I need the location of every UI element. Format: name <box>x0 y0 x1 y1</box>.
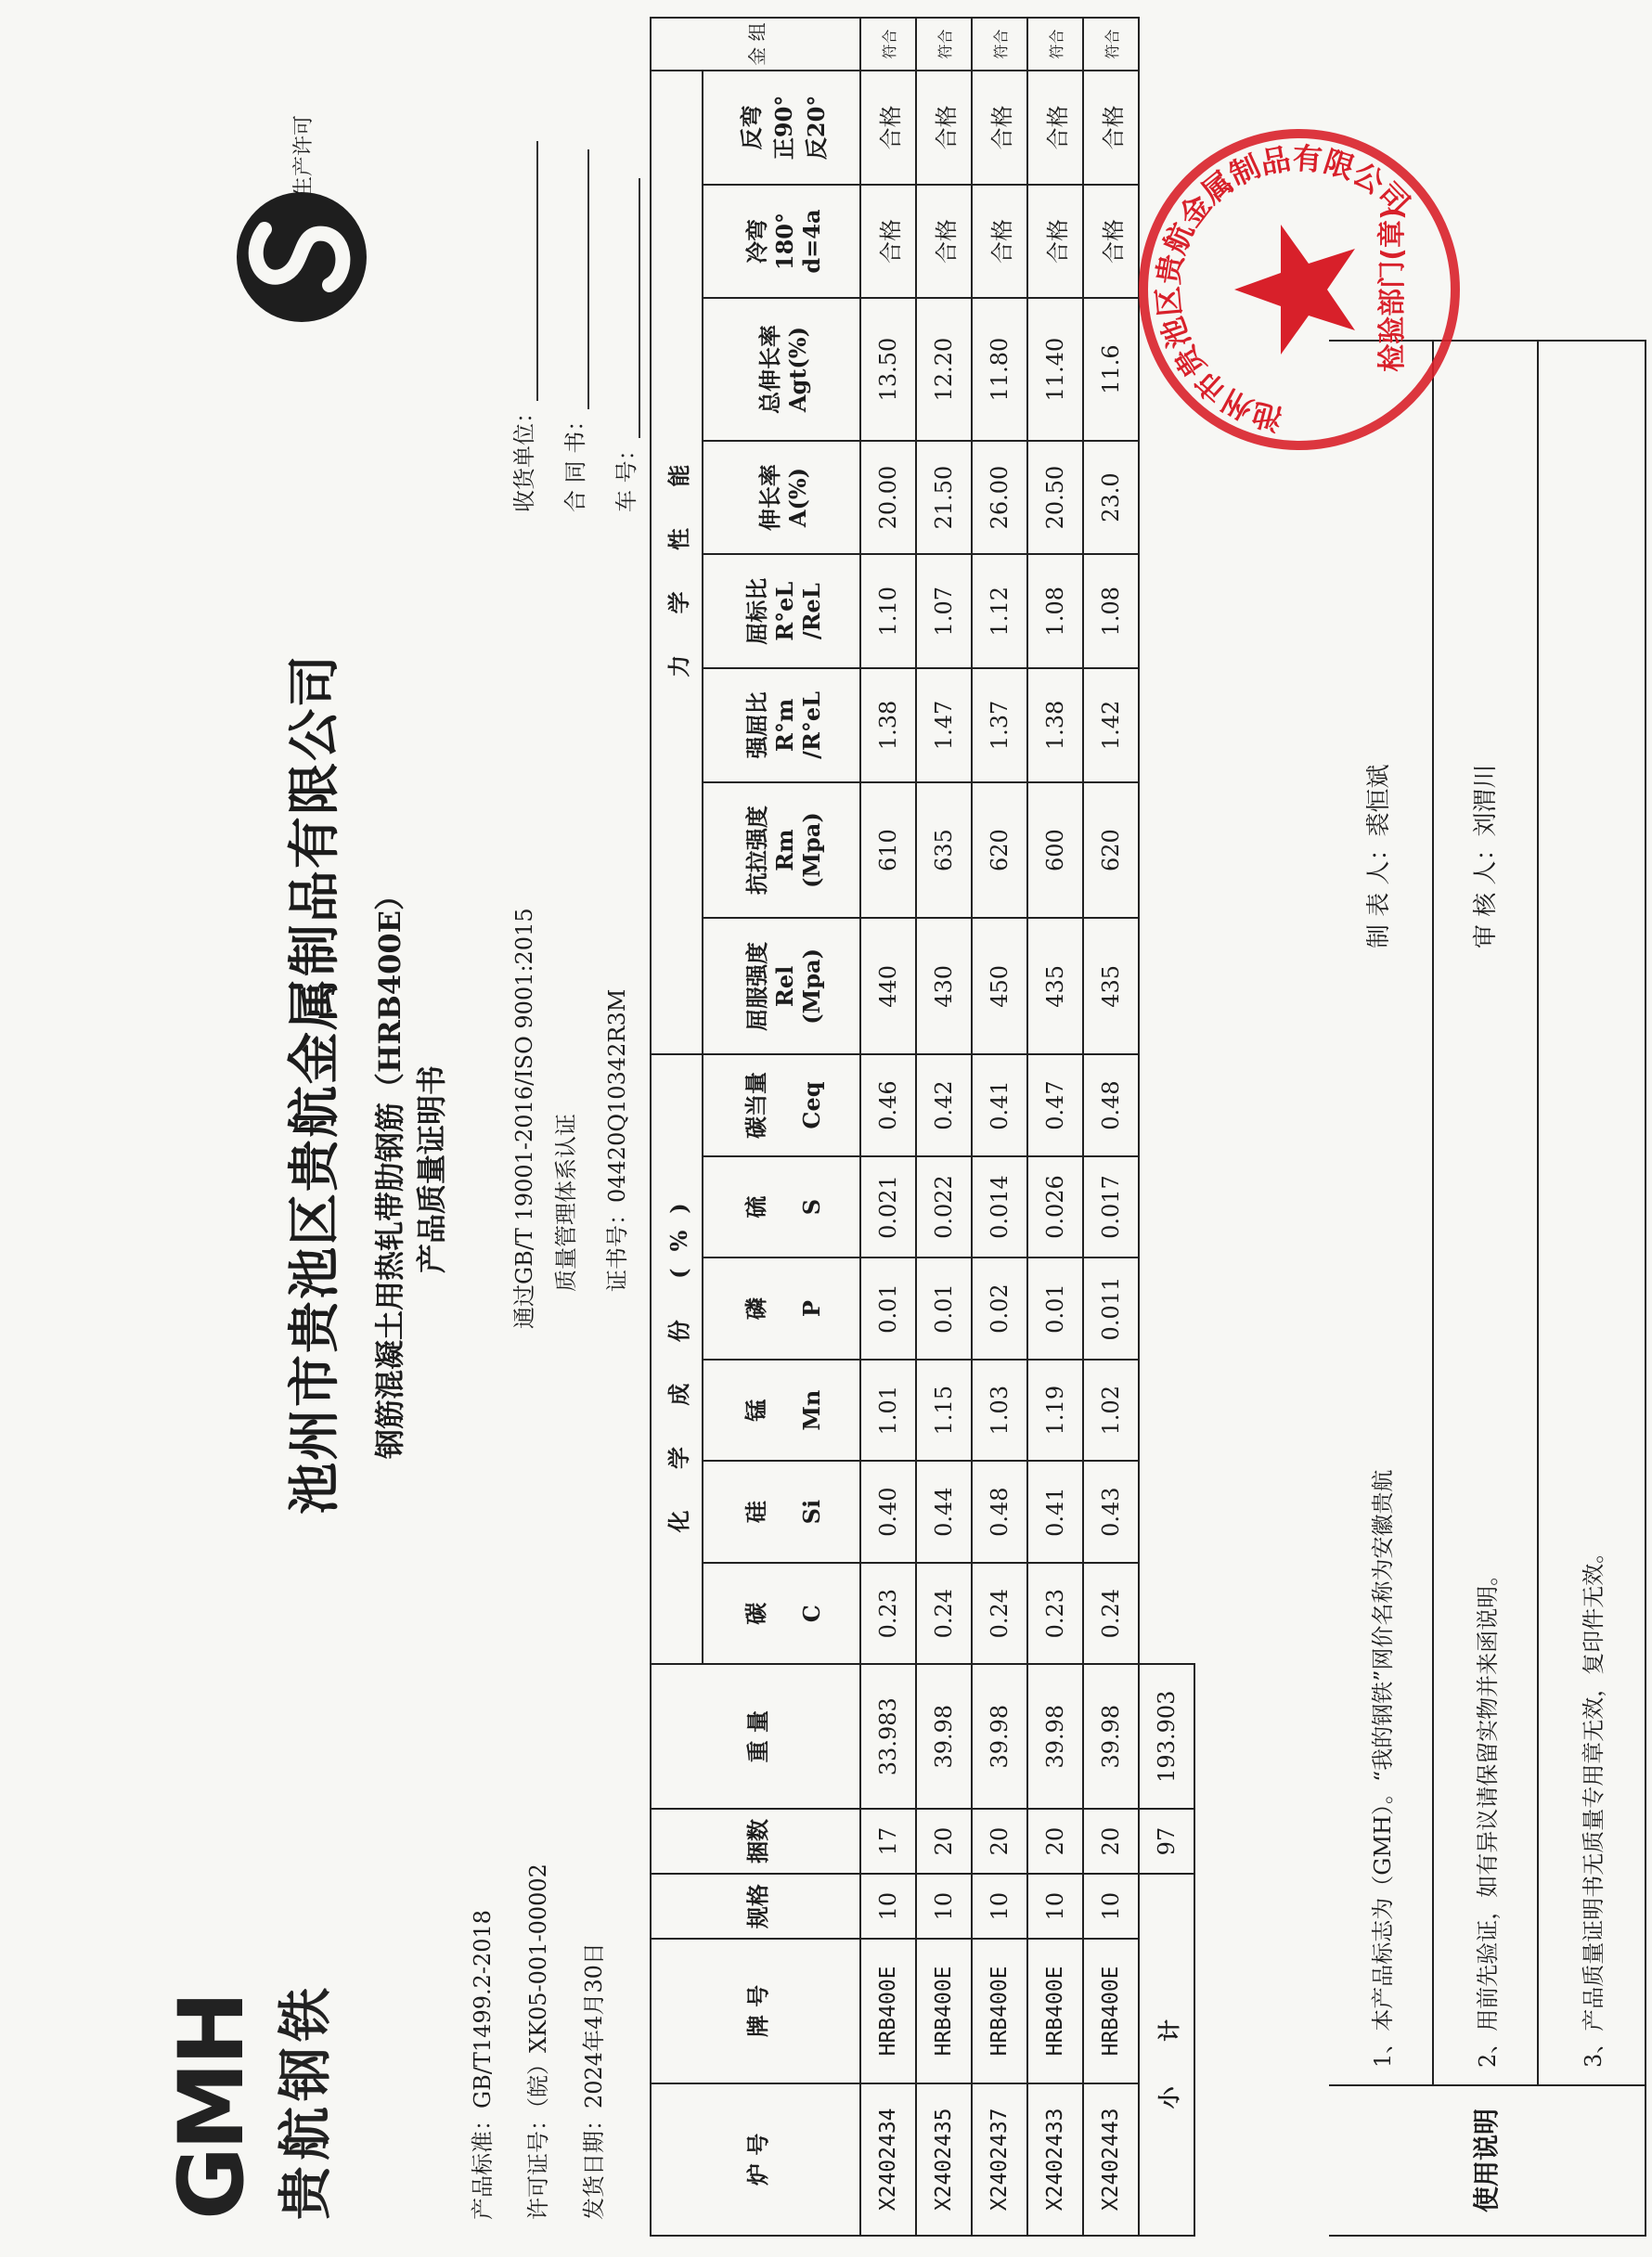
maker-name: 裘恒斌 <box>1365 764 1393 837</box>
cell-ratio1: 1.42 <box>1083 668 1139 782</box>
col-weight: 重 量 <box>651 1664 860 1809</box>
cell-rebend: 合格 <box>916 71 972 185</box>
usage-notes <box>1329 340 1646 2237</box>
cell-bend: 合格 <box>972 185 1027 299</box>
cell-ceq: 0.47 <box>1027 1054 1083 1156</box>
cell-a: 23.0 <box>1083 441 1139 555</box>
cell-c: 0.23 <box>1027 1563 1083 1665</box>
chem-header-mn: 锰 Mn <box>703 1360 860 1462</box>
cell-ratio2: 1.07 <box>916 554 972 668</box>
cell-furnace: X2402443 <box>1083 2083 1139 2236</box>
mech-header-agt: 总伸长率 Agt(%) <box>703 298 860 440</box>
note-line-1: 1、本产品标志为（GMH）。“我的钢铁”网价名称为安徽贵航 <box>1329 342 1434 2086</box>
cell-rm: 620 <box>1083 782 1139 919</box>
standard-line <box>464 1910 497 2220</box>
cell-bend: 合格 <box>1027 185 1083 299</box>
edge-header: 金 组 <box>651 18 860 71</box>
chem-header-ceq: 碳当量 Ceq <box>703 1054 860 1156</box>
cell-spec: 10 <box>916 1874 972 1939</box>
cell-agt: 12.20 <box>916 298 972 440</box>
license-value: （皖）XK05-001-00002 <box>525 1864 551 2109</box>
product-title: 钢筋混凝土用热轧带肋钢筋（HRB400E） <box>372 880 407 1459</box>
cell-ratio2: 1.08 <box>1083 554 1139 668</box>
vehicle-blank <box>616 178 640 438</box>
note-line-2: 2、用前先验证，如有异议请保留实物并来函说明。 <box>1434 342 1539 2086</box>
company-title: 池州市贵池区贵航金属制品有限公司 <box>284 653 345 1515</box>
cell-agt: 11.6 <box>1083 298 1139 440</box>
license-label: 许可证号： <box>525 2109 551 2220</box>
cell-spec: 10 <box>1027 1874 1083 1939</box>
contract-label: 合 同 书： <box>562 408 588 512</box>
standard-label: 产品标准： <box>470 2109 496 2220</box>
chem-header-p: 磷 P <box>703 1257 860 1360</box>
table-row <box>916 18 972 2236</box>
cell-p: 0.01 <box>916 1257 972 1360</box>
cell-rel: 435 <box>1083 919 1139 1055</box>
usage-notes-label: 使用说明 <box>1329 2084 1645 2235</box>
cell-ceq: 0.46 <box>860 1054 916 1156</box>
maker-line <box>1360 764 1394 948</box>
date-label: 发货日期： <box>581 2109 607 2220</box>
cell-a: 20.50 <box>1027 441 1083 555</box>
license-icon-label: 生产许可 <box>292 114 316 197</box>
cell-weight: 39.98 <box>1083 1664 1139 1809</box>
auditor-label: 审 核 人： <box>1472 836 1500 948</box>
cell-c: 0.24 <box>1083 1563 1139 1665</box>
cell-rel: 435 <box>1027 919 1083 1055</box>
subtotal-label: 小 计 <box>1139 1874 1194 2236</box>
quality-table <box>650 17 1195 2237</box>
cell-edge-mark: 符合 <box>916 18 972 71</box>
cell-agt: 11.80 <box>972 298 1027 440</box>
mech-header-bend: 冷弯 180° d=4a <box>703 185 860 299</box>
document-title: 产品质量证明书 <box>414 1064 449 1273</box>
cell-ratio1: 1.37 <box>972 668 1027 782</box>
cell-weight: 33.983 <box>860 1664 916 1809</box>
cell-c: 0.24 <box>972 1563 1027 1665</box>
cell-weight: 39.98 <box>972 1664 1027 1809</box>
cell-rm: 620 <box>972 782 1027 919</box>
cell-furnace: X2402437 <box>972 2083 1027 2236</box>
mech-header-a: 伸长率 A(%) <box>703 441 860 555</box>
cell-rm: 635 <box>916 782 972 919</box>
col-grade: 牌 号 <box>651 1939 860 2083</box>
chem-header-s: 硫 S <box>703 1156 860 1258</box>
cell-furnace: X2402435 <box>916 2083 972 2236</box>
cell-edge-mark: 符合 <box>1027 18 1083 71</box>
cell-s: 0.022 <box>916 1156 972 1258</box>
iso-certification: 通过GB/T 19001-2016/ISO 9001:2015 <box>511 908 537 1329</box>
cell-bundles: 20 <box>972 1809 1027 1874</box>
cell-s: 0.026 <box>1027 1156 1083 1258</box>
cell-s: 0.021 <box>860 1156 916 1258</box>
cell-grade: HRB400E <box>1083 1939 1139 2083</box>
cell-ratio1: 1.38 <box>860 668 916 782</box>
table-row <box>1083 18 1139 2236</box>
contract-line <box>557 149 589 512</box>
cell-rebend: 合格 <box>1027 71 1083 185</box>
cell-s: 0.017 <box>1083 1156 1139 1258</box>
cell-rebend: 合格 <box>1083 71 1139 185</box>
auditor-name: 刘渭川 <box>1472 764 1500 837</box>
cell-bundles: 20 <box>1027 1809 1083 1874</box>
cell-edge-mark: 符合 <box>1083 18 1139 71</box>
table-row <box>972 18 1027 2236</box>
cell-si: 0.48 <box>972 1461 1027 1563</box>
cell-si: 0.44 <box>916 1461 972 1563</box>
maker-label: 制 表 人： <box>1365 836 1393 948</box>
cell-ceq: 0.48 <box>1083 1054 1139 1156</box>
cell-weight: 39.98 <box>916 1664 972 1809</box>
table-row <box>1027 18 1083 2236</box>
receiver-label: 收货单位： <box>511 401 537 512</box>
mech-group-header: 力 学 性 能 <box>651 71 703 1054</box>
cell-grade: HRB400E <box>860 1939 916 2083</box>
receiver-blank <box>514 141 538 401</box>
cell-ratio1: 1.47 <box>916 668 972 782</box>
cell-bundles: 20 <box>1083 1809 1139 1874</box>
cell-a: 26.00 <box>972 441 1027 555</box>
contract-blank <box>565 149 589 409</box>
subtotal-bundles: 97 <box>1139 1809 1194 1874</box>
cell-bend: 合格 <box>1083 185 1139 299</box>
cell-bend: 合格 <box>860 185 916 299</box>
vehicle-label: 车 号： <box>613 438 639 512</box>
logo-mark: GMH <box>160 1994 264 2220</box>
note-line-3: 3、产品质量证明书无质量专用章无效，复印件无效。 <box>1581 1541 1607 2068</box>
cell-c: 0.24 <box>916 1563 972 1665</box>
cell-rm: 600 <box>1027 782 1083 919</box>
cell-si: 0.40 <box>860 1461 916 1563</box>
cell-mn: 1.03 <box>972 1360 1027 1462</box>
cell-ratio2: 1.08 <box>1027 554 1083 668</box>
cell-mn: 1.19 <box>1027 1360 1083 1462</box>
cell-agt: 13.50 <box>860 298 916 440</box>
cell-ceq: 0.42 <box>916 1054 972 1156</box>
license-line <box>520 1864 552 2220</box>
certificate-number: 证书号：04420Q10342R3M <box>604 988 630 1292</box>
chem-group-header: 化 学 成 份 (%) <box>651 1054 703 1664</box>
cell-a: 21.50 <box>916 441 972 555</box>
inspection-stamp <box>1132 123 1466 457</box>
date-value: 2024年4月30日 <box>581 1942 607 2109</box>
chem-header-si: 硅 Si <box>703 1461 860 1563</box>
cell-bundles: 17 <box>860 1809 916 1874</box>
cell-bundles: 20 <box>916 1809 972 1874</box>
header-row-1 <box>651 18 703 2236</box>
cell-si: 0.43 <box>1083 1461 1139 1563</box>
cell-rel: 440 <box>860 919 916 1055</box>
cell-rel: 430 <box>916 919 972 1055</box>
cell-spec: 10 <box>972 1874 1027 1939</box>
cell-p: 0.011 <box>1083 1257 1139 1360</box>
cell-agt: 11.40 <box>1027 298 1083 440</box>
cell-ratio2: 1.12 <box>972 554 1027 668</box>
cell-rebend: 合格 <box>972 71 1027 185</box>
cell-furnace: X2402434 <box>860 2083 916 2236</box>
chem-header-c: 碳 C <box>703 1563 860 1665</box>
cell-ratio1: 1.38 <box>1027 668 1083 782</box>
cell-mn: 1.02 <box>1083 1360 1139 1462</box>
date-line <box>575 1942 608 2220</box>
cell-si: 0.41 <box>1027 1461 1083 1563</box>
cell-edge-mark: 符合 <box>972 18 1027 71</box>
col-spec: 规格 <box>651 1874 860 1939</box>
cell-p: 0.01 <box>860 1257 916 1360</box>
cell-rebend: 合格 <box>860 71 916 185</box>
cell-rel: 450 <box>972 919 1027 1055</box>
cell-grade: HRB400E <box>1027 1939 1083 2083</box>
cell-grade: HRB400E <box>972 1939 1027 2083</box>
cell-p: 0.02 <box>972 1257 1027 1360</box>
cell-s: 0.014 <box>972 1156 1027 1258</box>
standard-value: GB/T1499.2-2018 <box>470 1909 496 2109</box>
cell-ceq: 0.41 <box>972 1054 1027 1156</box>
mech-header-ratio2: 屈标比 R°eL /ReL <box>703 554 860 668</box>
mech-header-ratio1: 强屈比 R°m /R°eL <box>703 668 860 782</box>
cell-spec: 10 <box>1083 1874 1139 1939</box>
subtotal-weight: 193.903 <box>1139 1664 1194 1809</box>
stamp-ring-text: 池州市贵池区贵航金属制品有限公司 <box>1150 140 1417 438</box>
cell-rm: 610 <box>860 782 916 919</box>
auditor-line <box>1466 764 1501 948</box>
table-row <box>860 18 916 2236</box>
cell-edge-mark: 符合 <box>860 18 916 71</box>
col-bundles: 捆数 <box>651 1809 860 1874</box>
quality-system: 质量管理体系认证 <box>553 1114 579 1292</box>
cell-ratio2: 1.10 <box>860 554 916 668</box>
stamp-center-text: 检验部门(章) <box>1376 207 1409 372</box>
cell-grade: HRB400E <box>916 1939 972 2083</box>
cell-p: 0.01 <box>1027 1257 1083 1360</box>
cell-mn: 1.01 <box>860 1360 916 1462</box>
mech-header-rm: 抗拉强度 Rm (Mpa) <box>703 782 860 919</box>
cell-weight: 39.98 <box>1027 1664 1083 1809</box>
production-license-icon <box>223 114 381 327</box>
receiver-line <box>506 141 538 512</box>
cell-furnace: X2402433 <box>1027 2083 1083 2236</box>
cell-bend: 合格 <box>916 185 972 299</box>
col-furnace: 炉 号 <box>651 2083 860 2236</box>
cell-a: 20.00 <box>860 441 916 555</box>
vehicle-line <box>608 178 640 512</box>
company-logo <box>160 1979 340 2220</box>
cell-c: 0.23 <box>860 1563 916 1665</box>
cell-spec: 10 <box>860 1874 916 1939</box>
mech-header-rebend: 反弯 正90° 反20° <box>703 71 860 185</box>
cell-mn: 1.15 <box>916 1360 972 1462</box>
mech-header-rel: 屈服强度 Rel (Mpa) <box>703 919 860 1055</box>
logo-name: 贵航钢铁 <box>274 1981 337 2220</box>
